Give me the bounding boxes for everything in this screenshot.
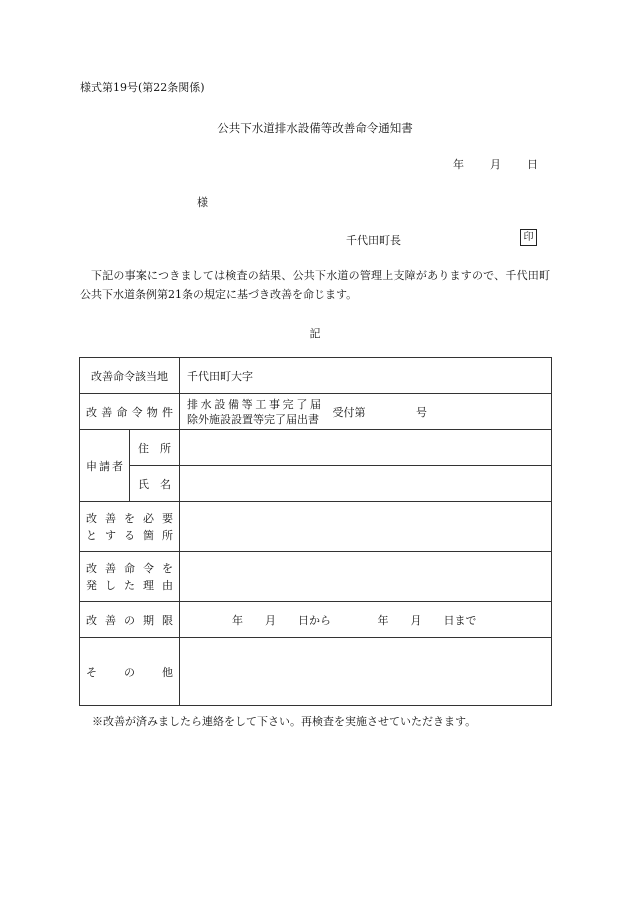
object-line1: 排水設備等工事完了届 bbox=[187, 397, 321, 411]
table-row bbox=[80, 358, 552, 394]
reason-label-line2: 発した理由 bbox=[86, 578, 173, 592]
address-value[interactable] bbox=[180, 430, 552, 466]
name-label: 氏 名 bbox=[130, 466, 180, 502]
reason-value[interactable] bbox=[180, 552, 552, 602]
place-label-line2: とする箇所 bbox=[86, 528, 173, 542]
receipt-prefix: 受付第 bbox=[332, 405, 366, 419]
table-row bbox=[80, 638, 552, 706]
object-line2: 除外施設設置等完了届出書 bbox=[187, 412, 319, 426]
deadline-value bbox=[180, 602, 552, 638]
table-row bbox=[80, 466, 552, 502]
location-label: 改善命令該当地 bbox=[80, 358, 180, 394]
document-title: 公共下水道排水設備等改善命令通知書 bbox=[217, 121, 413, 135]
object-value bbox=[180, 394, 552, 430]
issuer-name: 千代田町長 bbox=[346, 234, 401, 247]
date-year: 年 bbox=[453, 158, 464, 171]
addressee-suffix: 様 bbox=[197, 196, 208, 209]
body-text: 下記の事案につきましては検査の結果、公共下水道の管理上支障がありますので、千代田町公共下水道条例第21条の規定に基づき改善を命じます。 bbox=[80, 269, 550, 301]
place-label bbox=[80, 502, 180, 552]
object-label: 改善命令物件 bbox=[80, 394, 180, 430]
deadline-label: 改善の期限 bbox=[80, 602, 180, 638]
reason-label-line1: 改善命令を bbox=[86, 561, 173, 575]
other-label: そ の 他 bbox=[80, 638, 180, 706]
date-day: 日 bbox=[527, 158, 538, 171]
place-label-line1: 改善を必要 bbox=[86, 511, 173, 525]
date-line bbox=[453, 156, 538, 172]
table-row bbox=[80, 602, 552, 638]
location-value: 千代田町大字 bbox=[180, 358, 552, 394]
seal-mark: 印 bbox=[520, 229, 537, 246]
ki-heading: 記 bbox=[309, 327, 321, 340]
date-month: 月 bbox=[490, 158, 501, 171]
address-label: 住 所 bbox=[130, 430, 180, 466]
deadline-to: 年 月 日まで bbox=[377, 613, 477, 627]
name-value[interactable] bbox=[180, 466, 552, 502]
object-types bbox=[187, 397, 321, 427]
deadline-from: 年 月 日から bbox=[232, 613, 331, 627]
command-table bbox=[79, 357, 552, 706]
table-row bbox=[80, 430, 552, 466]
table-row bbox=[80, 394, 552, 430]
table-row bbox=[80, 502, 552, 552]
other-value[interactable] bbox=[180, 638, 552, 706]
footnote: ※改善が済みましたら連絡をして下さい。再検査を実施させていただきます。 bbox=[92, 715, 477, 728]
place-value[interactable] bbox=[180, 502, 552, 552]
reason-label bbox=[80, 552, 180, 602]
table-row bbox=[80, 552, 552, 602]
form-number: 様式第19号(第22条関係) bbox=[80, 81, 205, 94]
receipt-suffix: 号 bbox=[416, 405, 427, 419]
applicant-label: 申請者 bbox=[80, 430, 130, 502]
